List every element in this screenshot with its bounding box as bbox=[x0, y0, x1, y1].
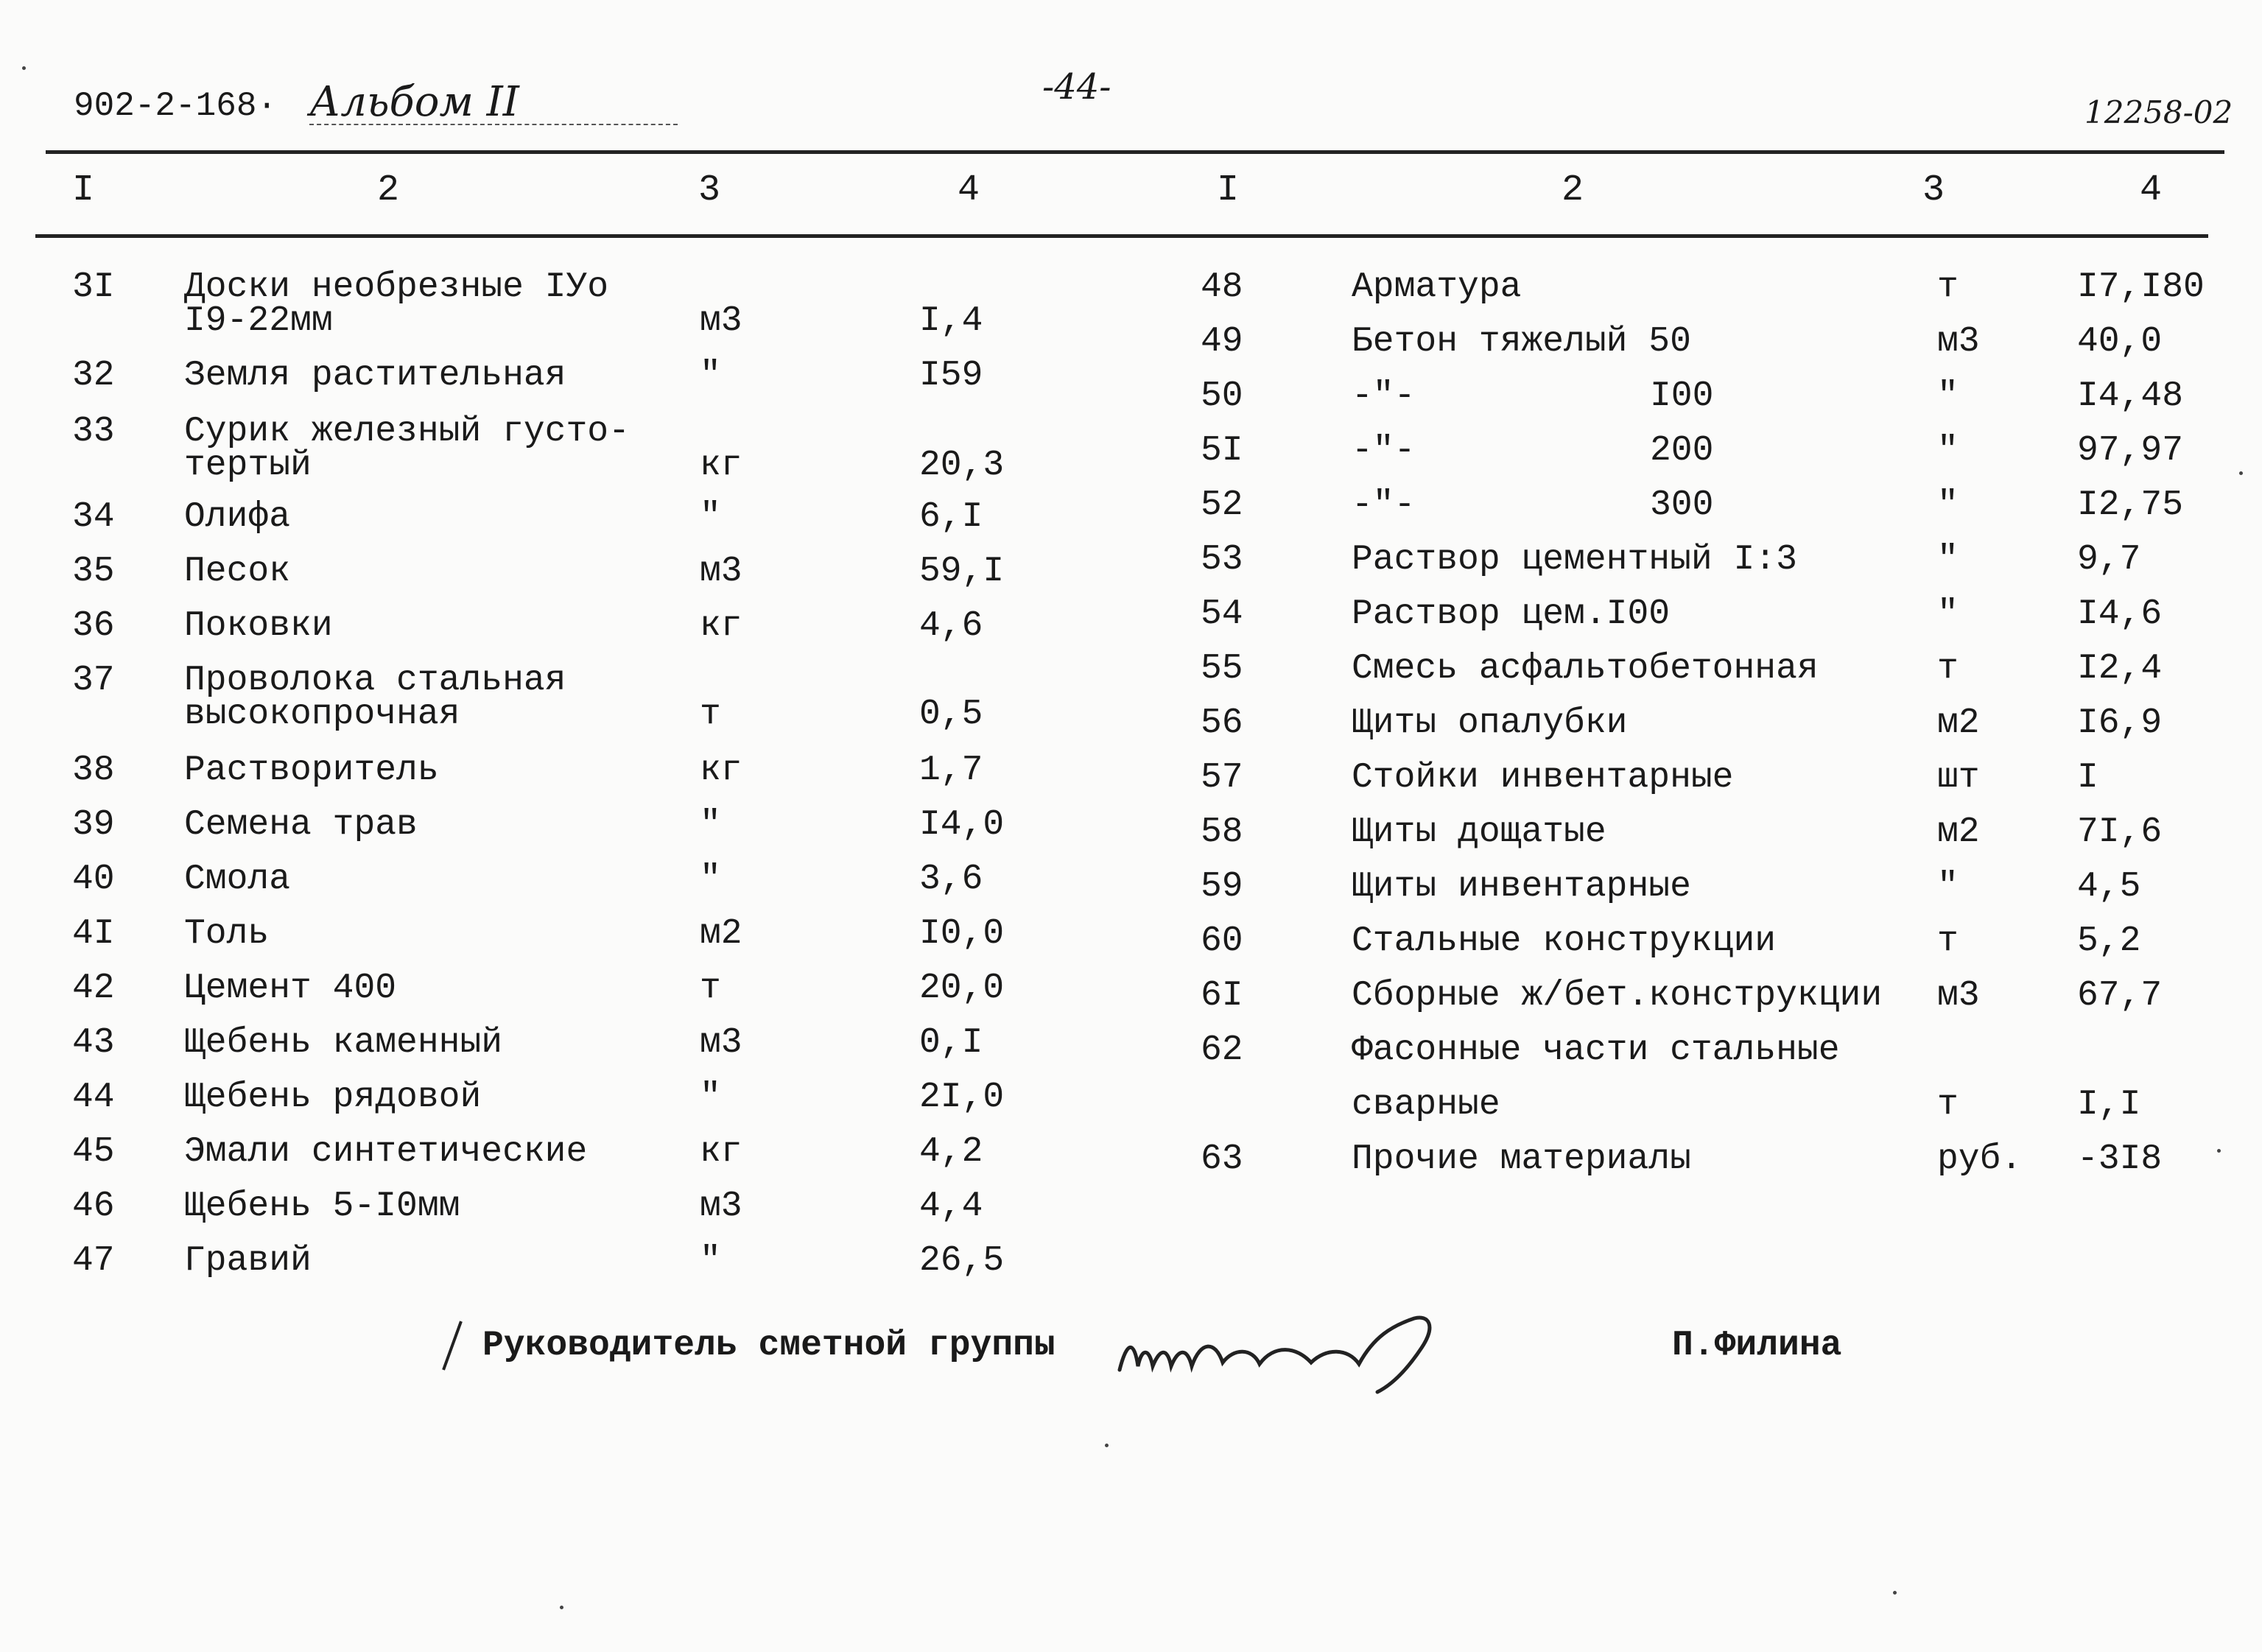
row-number: 53 bbox=[1201, 540, 1243, 580]
row-number: 49 bbox=[1201, 322, 1243, 362]
scan-speck bbox=[2239, 471, 2243, 475]
unit: шт bbox=[1937, 758, 1980, 798]
scan-speck bbox=[1893, 1591, 1897, 1595]
col-header-right-unit: 3 bbox=[1922, 169, 1945, 211]
unit: т bbox=[1937, 921, 1959, 961]
unit: м3 bbox=[1937, 322, 1980, 362]
col-header-right-qty: 4 bbox=[2140, 169, 2163, 211]
material-name: Эмали синтетические bbox=[184, 1132, 588, 1172]
quantity: I4,6 bbox=[2077, 594, 2163, 634]
unit: кг bbox=[700, 606, 742, 646]
inventory-number: 12258-02 bbox=[2084, 94, 2233, 130]
col-header-left-name: 2 bbox=[377, 169, 400, 211]
row-number: 3I bbox=[72, 267, 115, 307]
col-header-left-qty: 4 bbox=[958, 169, 980, 211]
material-name: Проволока стальная bbox=[184, 661, 566, 700]
scan-speck bbox=[22, 66, 26, 70]
unit: кг bbox=[700, 751, 742, 790]
material-name: Олифа bbox=[184, 497, 291, 537]
unit: " bbox=[700, 805, 721, 845]
row-number: 32 bbox=[72, 356, 115, 396]
unit: м3 bbox=[700, 1023, 742, 1063]
quantity: I,I bbox=[2077, 1085, 2141, 1125]
unit: м3 bbox=[700, 552, 742, 591]
quantity: 40,0 bbox=[2077, 322, 2163, 362]
quantity: 26,5 bbox=[919, 1241, 1005, 1281]
quantity: I0,0 bbox=[919, 914, 1005, 954]
row-number: 62 bbox=[1201, 1030, 1243, 1070]
quantity: 67,7 bbox=[2077, 976, 2163, 1016]
material-name: Гравий bbox=[184, 1241, 312, 1281]
row-number: 35 bbox=[72, 552, 115, 591]
album-underline bbox=[309, 124, 678, 125]
quantity: I59 bbox=[919, 356, 983, 396]
unit: " bbox=[700, 1078, 721, 1117]
album-title: Альбом II bbox=[309, 78, 519, 126]
material-name: Семена трав bbox=[184, 805, 418, 845]
material-name: сварные bbox=[1352, 1085, 1500, 1125]
material-name: Толь bbox=[184, 914, 270, 954]
material-name: Смола bbox=[184, 860, 291, 899]
material-name: Поковки bbox=[184, 606, 333, 646]
material-name: Бетон тяжелый 50 bbox=[1352, 322, 1691, 362]
material-name: I9-22мм bbox=[184, 301, 333, 341]
material-name: Раствор цем.I00 bbox=[1352, 594, 1671, 634]
row-number: 58 bbox=[1201, 812, 1243, 852]
unit: " bbox=[1937, 867, 1959, 907]
unit: " bbox=[700, 860, 721, 899]
signature-label: Руководитель сметной группы bbox=[482, 1326, 1056, 1365]
material-name: Сурик железный густо- bbox=[184, 412, 630, 451]
unit: " bbox=[700, 356, 721, 396]
material-name: Фасонные части стальные bbox=[1352, 1030, 1840, 1070]
row-number: 46 bbox=[72, 1187, 115, 1226]
material-name: Арматура bbox=[1352, 267, 1522, 307]
unit: " bbox=[700, 1241, 721, 1281]
material-name: высокопрочная bbox=[184, 695, 460, 734]
col-header-left-num: I bbox=[72, 169, 95, 211]
row-number: 60 bbox=[1201, 921, 1243, 961]
scan-speck bbox=[1105, 1444, 1109, 1447]
row-number: 55 bbox=[1201, 649, 1243, 689]
quantity: I4,48 bbox=[2077, 376, 2184, 416]
quantity: I bbox=[2077, 758, 2098, 798]
unit: м3 bbox=[700, 1187, 742, 1226]
unit: " bbox=[1937, 431, 1959, 471]
unit: т bbox=[1937, 649, 1959, 689]
row-number: 50 bbox=[1201, 376, 1243, 416]
material-name: тертый bbox=[184, 446, 312, 485]
material-name: Доски необрезные IУо bbox=[184, 267, 609, 307]
quantity: 4,5 bbox=[2077, 867, 2141, 907]
row-number: 56 bbox=[1201, 703, 1243, 743]
row-number: 40 bbox=[72, 860, 115, 899]
material-name: -"- bbox=[1352, 376, 1416, 416]
unit: м3 bbox=[700, 301, 742, 341]
quantity: I,4 bbox=[919, 301, 983, 341]
header-bottom-rule bbox=[35, 234, 2208, 238]
unit: м2 bbox=[700, 914, 742, 954]
row-number: 48 bbox=[1201, 267, 1243, 307]
unit: кг bbox=[700, 1132, 742, 1172]
material-name: Растворитель bbox=[184, 751, 439, 790]
row-number: 34 bbox=[72, 497, 115, 537]
unit: кг bbox=[700, 446, 742, 485]
material-name: Песок bbox=[184, 552, 291, 591]
material-name: Смесь асфальтобетонная bbox=[1352, 649, 1819, 689]
quantity: 59,I bbox=[919, 552, 1005, 591]
row-number: 54 bbox=[1201, 594, 1243, 634]
material-name: Щиты опалубки bbox=[1352, 703, 1628, 743]
signatory-name: П.Филина bbox=[1672, 1326, 1842, 1365]
material-name: Щиты дощатые bbox=[1352, 812, 1606, 852]
unit: т bbox=[700, 969, 721, 1008]
material-name: Стальные конструкции bbox=[1352, 921, 1777, 961]
row-number: 36 bbox=[72, 606, 115, 646]
scan-speck bbox=[560, 1606, 563, 1609]
quantity: I2,75 bbox=[2077, 485, 2184, 525]
slash-mark bbox=[442, 1321, 463, 1370]
col-header-right-num: I bbox=[1217, 169, 1240, 211]
material-name: Сборные ж/бет.конструкции bbox=[1352, 976, 1883, 1016]
row-number: 43 bbox=[72, 1023, 115, 1063]
material-name: Щебень каменный bbox=[184, 1023, 503, 1063]
unit: " bbox=[1937, 594, 1959, 634]
quantity: 4,4 bbox=[919, 1187, 983, 1226]
quantity: 5,2 bbox=[2077, 921, 2141, 961]
row-number: 37 bbox=[72, 661, 115, 700]
quantity: 0,5 bbox=[919, 695, 983, 734]
unit: м2 bbox=[1937, 703, 1980, 743]
grade-value: 300 bbox=[1650, 485, 1714, 525]
row-number: 59 bbox=[1201, 867, 1243, 907]
unit: т bbox=[700, 695, 721, 734]
quantity: 6,I bbox=[919, 497, 983, 537]
row-number: 4I bbox=[72, 914, 115, 954]
quantity: 4,6 bbox=[919, 606, 983, 646]
material-name: -"- bbox=[1352, 431, 1416, 471]
quantity: 9,7 bbox=[2077, 540, 2141, 580]
quantity: I2,4 bbox=[2077, 649, 2163, 689]
col-header-left-unit: 3 bbox=[698, 169, 721, 211]
material-name: Прочие материалы bbox=[1352, 1139, 1691, 1179]
row-number: 44 bbox=[72, 1078, 115, 1117]
unit: м3 bbox=[1937, 976, 1980, 1016]
quantity: 2I,0 bbox=[919, 1078, 1005, 1117]
row-number: 38 bbox=[72, 751, 115, 790]
row-number: 47 bbox=[72, 1241, 115, 1281]
row-number: 57 bbox=[1201, 758, 1243, 798]
row-number: 42 bbox=[72, 969, 115, 1008]
unit: т bbox=[1937, 1085, 1959, 1125]
quantity: I7,I80 bbox=[2077, 267, 2205, 307]
scan-speck bbox=[2217, 1149, 2221, 1153]
material-name: Стойки инвентарные bbox=[1352, 758, 1734, 798]
material-name: Земля растительная bbox=[184, 356, 566, 396]
quantity: 20,3 bbox=[919, 446, 1005, 485]
row-number: 5I bbox=[1201, 431, 1243, 471]
unit: т bbox=[1937, 267, 1959, 307]
material-name: Щебень 5-I0мм bbox=[184, 1187, 460, 1226]
grade-value: 200 bbox=[1650, 431, 1714, 471]
row-number: 63 bbox=[1201, 1139, 1243, 1179]
quantity: I4,0 bbox=[919, 805, 1005, 845]
row-number: 52 bbox=[1201, 485, 1243, 525]
quantity: I6,9 bbox=[2077, 703, 2163, 743]
material-name: Цемент 400 bbox=[184, 969, 397, 1008]
quantity: 1,7 bbox=[919, 751, 983, 790]
page-number: -44- bbox=[1042, 66, 1111, 108]
row-number: 33 bbox=[72, 412, 115, 451]
material-name: Раствор цементный I:3 bbox=[1352, 540, 1797, 580]
header-top-rule bbox=[46, 150, 2224, 154]
unit: " bbox=[1937, 540, 1959, 580]
unit: м2 bbox=[1937, 812, 1980, 852]
quantity: -3I8 bbox=[2077, 1139, 2163, 1179]
handwritten-signature bbox=[1105, 1296, 1458, 1399]
unit: руб. bbox=[1937, 1139, 2023, 1179]
material-name: -"- bbox=[1352, 485, 1416, 525]
quantity: 4,2 bbox=[919, 1132, 983, 1172]
quantity: 97,97 bbox=[2077, 431, 2184, 471]
unit: " bbox=[1937, 485, 1959, 525]
quantity: 3,6 bbox=[919, 860, 983, 899]
unit: " bbox=[700, 497, 721, 537]
quantity: 20,0 bbox=[919, 969, 1005, 1008]
col-header-right-name: 2 bbox=[1562, 169, 1584, 211]
unit: " bbox=[1937, 376, 1959, 416]
grade-value: I00 bbox=[1650, 376, 1714, 416]
material-name: Щиты инвентарные bbox=[1352, 867, 1691, 907]
document-code: 902-2-168· bbox=[74, 87, 278, 125]
material-name: Щебень рядовой bbox=[184, 1078, 482, 1117]
row-number: 39 bbox=[72, 805, 115, 845]
row-number: 45 bbox=[72, 1132, 115, 1172]
row-number: 6I bbox=[1201, 976, 1243, 1016]
quantity: 0,I bbox=[919, 1023, 983, 1063]
quantity: 7I,6 bbox=[2077, 812, 2163, 852]
